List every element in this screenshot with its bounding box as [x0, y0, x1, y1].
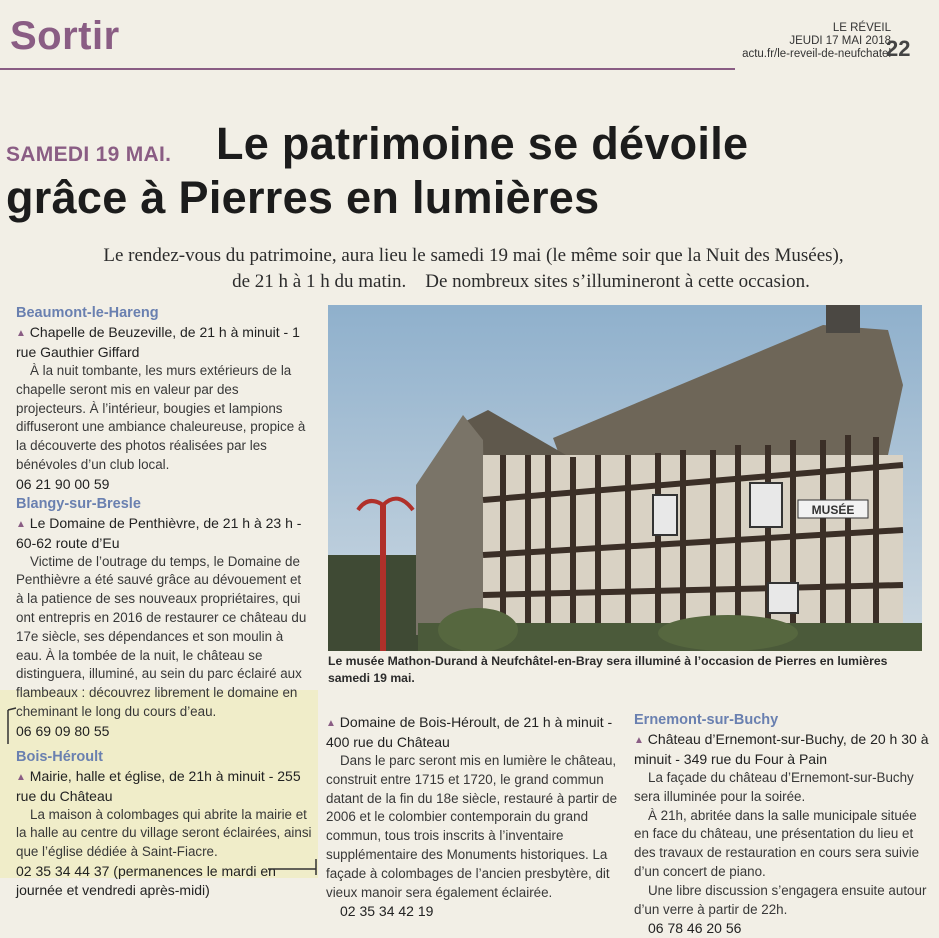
venue-description: La façade du château d’Ernemont-sur-Buchy sera illuminée pour la soirée. [634, 770, 914, 804]
museum-sign: MUSÉE [811, 503, 855, 517]
venue-address-text: Chapelle de Beuzeville, de 21 h à minuit - 1 rue Gauthier Giffard [16, 324, 300, 360]
triangle-icon: ▲ [326, 718, 336, 729]
venue-description: La maison à colombages qui abrite la mairie et la halle au centre du village seront éclairées, ainsi que l’église dédiée à Saint-Fiacre. [16, 806, 312, 860]
paper-name: LE RÉVEIL [832, 22, 891, 34]
triangle-icon: ▲ [634, 735, 644, 746]
town-heading: Beaumont-le-Hareng [16, 305, 159, 321]
triangle-icon: ▲ [16, 518, 26, 530]
lede [16, 243, 931, 295]
venue-address-text: Mairie, halle et église, de 21h à minuit - 255 rue du Château [16, 767, 301, 804]
venue-address [16, 767, 312, 806]
venue-address-text: Domaine de Bois-Héroult, de 21 h à minuit - 400 rue du Château [326, 714, 613, 750]
town-heading: Bois-Héroult [16, 748, 103, 765]
venue-phone: 06 78 46 20 56 [648, 920, 742, 937]
venue-description: À 21h, abritée dans la salle municipale située en face du château, une présentation du lieu et des travaux de restauration en cours sera suivie d’un concert de piano. [634, 807, 920, 879]
lede-line-2: de 21 h à 1 h du matin. De nombreux sites s’illumineront à cette occasion. [232, 271, 810, 292]
headline-line-2: grâce à Pierres en lumières [6, 172, 600, 223]
triangle-icon: ▲ [16, 328, 26, 339]
venue-address [16, 323, 312, 362]
headline-kicker: SAMEDI 19 MAI. [6, 143, 172, 166]
column-1 [16, 303, 312, 900]
venue-description: Dans le parc seront mis en lumière le château, construit entre 1715 et 1720, le grand commun datant de la fin du 18e siècle, restauré à partir de 2006 et le colombier contemporain du grand commun, tous trois inscrits à l’inventaire supplémentaire des Monuments historiques. La façade à colombages de l’ancien presbytère, dit vieux manoir sera également éclairée. [326, 753, 618, 900]
folio [742, 22, 891, 61]
column-3 [634, 710, 930, 938]
venue-phone: 02 35 34 42 19 [340, 903, 434, 920]
venue-address [326, 713, 622, 752]
paper-url: actu.fr/le-reveil-de-neufchatel [742, 48, 891, 60]
museum-photo [328, 305, 922, 651]
photo-caption: Le musée Mathon-Durand à Neufchâtel-en-Bray sera illuminé à l’occasion de Pierres en lumières samedi 19 mai. [328, 654, 888, 685]
venue-address [634, 730, 930, 769]
venue-address-text: Château d’Ernemont-sur-Buchy, de 20 h 30 à minuit - 349 rue du Four à Pain [634, 731, 929, 767]
section-title: Sortir [10, 14, 120, 58]
section-rule [0, 68, 735, 70]
triangle-icon: ▲ [16, 771, 26, 783]
headline-line-1: Le patrimoine se dévoile [216, 118, 749, 169]
venue-description: Une libre discussion s’engagera ensuite autour d’un verre à partir de 22h. [634, 882, 927, 917]
issue-date: JEUDI 17 MAI 2018 [789, 35, 891, 47]
pen-mark [4, 706, 18, 746]
pen-mark [266, 855, 322, 877]
venue-phone: 02 35 34 44 37 (permanences le mardi en journée et vendredi après-midi) [16, 862, 276, 898]
town-heading: Blangy-sur-Bresle [16, 495, 141, 512]
column-2 [326, 713, 622, 921]
venue-phone: 06 21 90 00 59 [16, 475, 110, 492]
venue-phone: 06 69 09 80 55 [16, 722, 110, 739]
page-number: 22 [886, 36, 911, 61]
museum-photo-illustration [328, 305, 922, 651]
town-heading: Ernemont-sur-Buchy [634, 712, 779, 728]
lede-line-1: Le rendez-vous du patrimoine, aura lieu le samedi 19 mai (le même soir que la Nuit des Musées), [103, 245, 844, 266]
venue-address-text: Le Domaine de Penthièvre, de 21 h à 23 h - 60-62 route d’Eu [16, 514, 302, 551]
venue-address [16, 514, 312, 553]
venue-description: À la nuit tombante, les murs extérieurs de la chapelle seront mis en valeur par des projecteurs. À l’intérieur, bougies et lampions diffuseront une ambiance chaleureuse, propice à la découverte des photos réalisées par les bénévoles d’un club local. [16, 363, 306, 472]
venue-description: Victime de l’outrage du temps, le Domaine de Penthièvre a été sauvé grâce au dévouement et à la patience de ses nouveaux propriétaires, qui ont entrepris en 2016 de restaurer ce château du 17e siècle, ses dépendances et son moulin à eau. À la tombée de la nuit, le château se distinguera, illuminé, au sein du parc éclairé aux flambeaux : découvrez librement le domaine en cheminant le long du cours d’eau. [16, 553, 307, 719]
